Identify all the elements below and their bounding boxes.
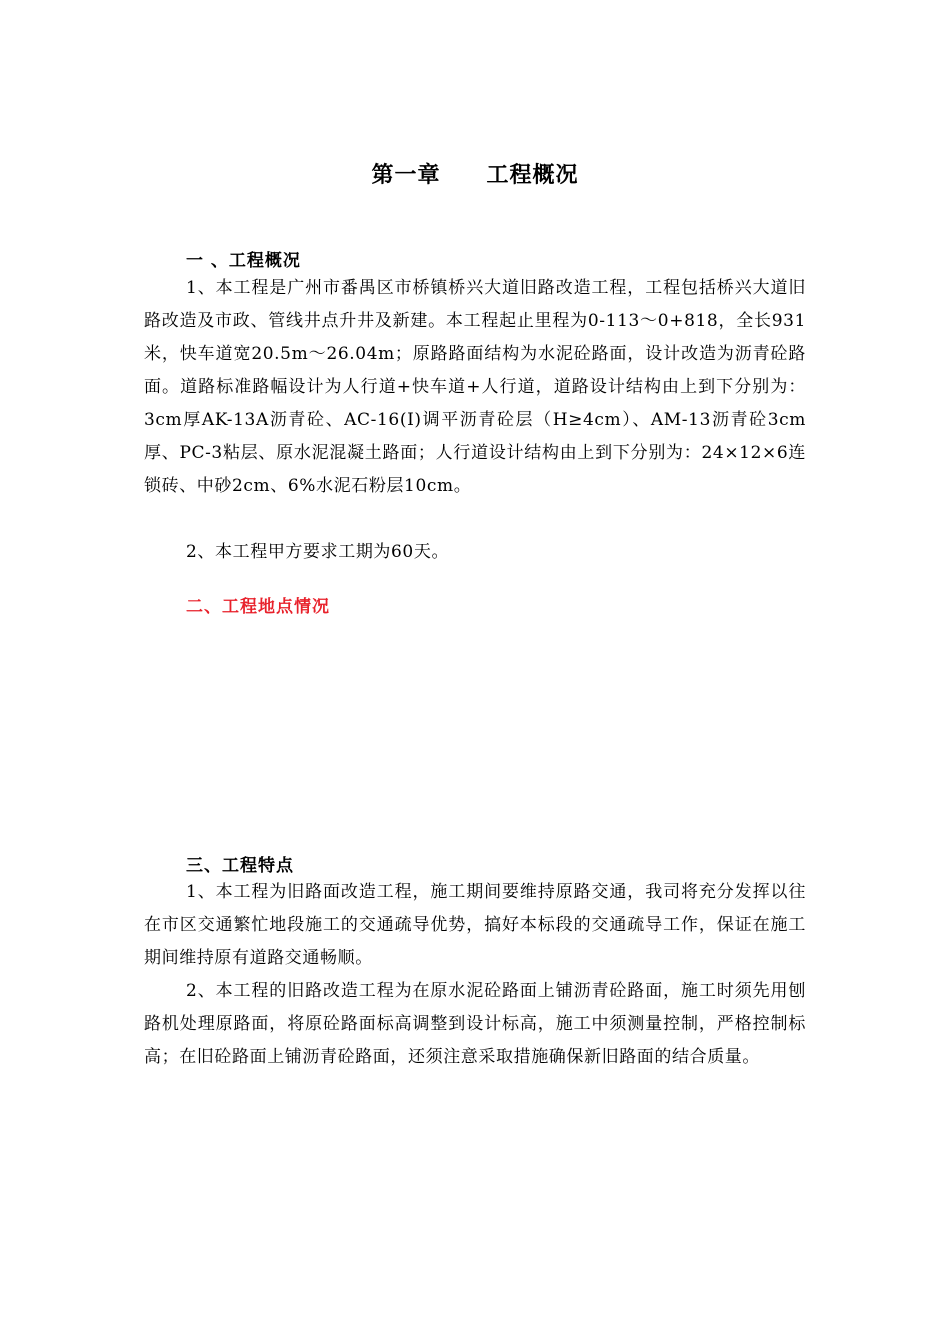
paragraph-features-2: 2、本工程的旧路改造工程为在原水泥砼路面上铺沥青砼路面，施工时须先用刨路机处理原路面，将原砼路面标高调整到设计标高，施工中须测量控制，严格控制标高；在旧砼路面上铺沥青砼路面，还须注意采取措施确保新旧路面的结合质量。	[144, 981, 806, 1067]
section-heading-features: 三、工程特点	[186, 856, 294, 876]
paragraph-overview-1: 1、本工程是广州市番禺区市桥镇桥兴大道旧路改造工程，工程包括桥兴大道旧路改造及市政、管线井点升井及新建。本工程起止里程为0-113～0+818，全长931米，快车道宽20.5m～26.04m；原路路面结构为水泥砼路面，设计改造为沥青砼路面。道路标准路幅设计为人行道+快车道+人行道，道路设计结构由上到下分别为：3cm厚AK-13A沥青砼、AC-16(I)调平沥青砼层（H≥4cm）、AM-13沥青砼3cm厚、PC-3粘层、原水泥混凝土路面；人行道设计结构由上到下分别为：24×12×6连锁砖、中砂2cm、6%水泥石粉层10cm。	[144, 278, 806, 496]
chapter-title: 第一章 工程概况	[371, 163, 579, 188]
section-heading-location: 二、工程地点情况	[186, 597, 330, 617]
paragraph-features-1: 1、本工程为旧路面改造工程，施工期间要维持原路交通，我司将充分发挥以往在市区交通繁忙地段施工的交通疏导优势，搞好本标段的交通疏导工作，保证在施工期间维持原有道路交通畅顺。	[144, 882, 806, 968]
section-heading-overview: 一 、工程概况	[186, 251, 301, 271]
paragraph-overview-2: 2、本工程甲方要求工期为60天。	[186, 542, 450, 562]
